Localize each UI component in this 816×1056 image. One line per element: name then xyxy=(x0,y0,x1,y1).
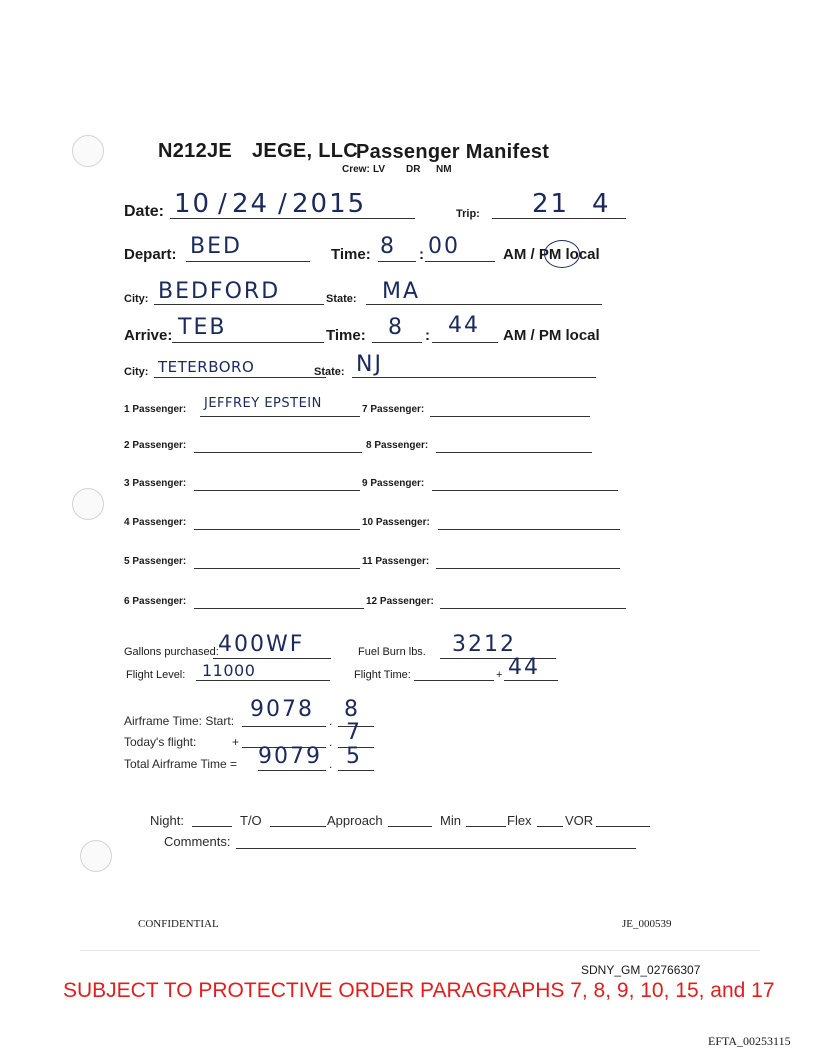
depart-state-label: State: xyxy=(326,293,357,305)
passenger-8-underline xyxy=(436,452,592,453)
airframe-start-decimal: 8 xyxy=(344,697,360,722)
takeoff-underline xyxy=(270,826,326,827)
passenger-6-label: 6 Passenger: xyxy=(124,596,187,607)
crew-label: Crew: xyxy=(342,164,370,175)
passenger-1-name: JEFFREY EPSTEIN xyxy=(204,396,322,411)
depart-label: Depart: xyxy=(124,246,177,263)
total-airframe-decimal: 5 xyxy=(346,744,362,769)
flight-level-value: 11000 xyxy=(202,661,256,680)
passenger-1-label: 1 Passenger: xyxy=(124,404,187,415)
arrive-ampm: AM / PM local xyxy=(503,327,600,344)
depart-time-label: Time: xyxy=(331,246,371,263)
binder-hole-bottom xyxy=(80,840,112,872)
depart-hour: 8 xyxy=(380,234,396,259)
passenger-10-label: 10 Passenger: xyxy=(362,517,430,528)
night-label: Night: xyxy=(150,813,184,828)
passenger-10-underline xyxy=(438,529,620,530)
fuel-burn-label: Fuel Burn lbs. xyxy=(358,646,426,658)
passenger-3-label: 3 Passenger: xyxy=(124,478,187,489)
depart-airport: BED xyxy=(190,234,242,259)
arrive-hour: 8 xyxy=(388,315,404,340)
passenger-12-label: 12 Passenger: xyxy=(366,596,434,607)
depart-state-underline xyxy=(366,304,602,305)
passenger-9-label: 9 Passenger: xyxy=(362,478,425,489)
arrive-time-colon: : xyxy=(425,327,430,344)
document-title: Passenger Manifest xyxy=(356,141,550,163)
date-sep-2: / xyxy=(278,189,289,219)
flight-time-plus: + xyxy=(496,669,503,681)
comments-underline xyxy=(236,848,636,849)
vor-label: VOR xyxy=(565,813,594,828)
crew-member-1: LV xyxy=(373,164,386,175)
passenger-7-label: 7 Passenger: xyxy=(362,404,425,415)
pm-circle xyxy=(544,240,580,268)
total-airframe-underline xyxy=(258,770,326,771)
gallons-underline xyxy=(213,658,331,659)
depart-city-underline xyxy=(154,304,324,305)
fuel-burn-value: 3212 xyxy=(452,632,516,657)
arrive-airport: TEB xyxy=(178,315,227,340)
total-airframe-dot: . xyxy=(329,757,333,771)
tail-number: N212JE xyxy=(158,140,233,162)
je-bates-number: JE_000539 xyxy=(622,918,672,930)
arrive-state-underline xyxy=(352,377,596,378)
airframe-start-whole: 9078 xyxy=(250,697,314,722)
flex-underline xyxy=(537,826,563,827)
total-airframe-dec-underline xyxy=(338,770,374,771)
airframe-start-underline xyxy=(242,726,326,727)
depart-city-label: City: xyxy=(124,293,149,305)
todays-flight-dot: . xyxy=(329,735,333,749)
passenger-11-label: 11 Passenger: xyxy=(362,556,430,567)
arrive-underline xyxy=(172,342,324,343)
vor-underline xyxy=(596,826,650,827)
arrive-city-label: City: xyxy=(124,366,149,378)
arrive-label: Arrive: xyxy=(124,327,173,344)
arrive-city-underline xyxy=(154,377,326,378)
date-month: 10 xyxy=(174,189,212,219)
depart-hour-underline xyxy=(378,261,416,262)
approach-underline xyxy=(388,826,432,827)
arrive-city: TETERBORO xyxy=(158,358,255,376)
depart-minute: 00 xyxy=(428,234,460,259)
total-airframe-label: Total Airframe Time = xyxy=(124,757,238,771)
trip-label: Trip: xyxy=(456,208,480,220)
depart-underline xyxy=(186,261,310,262)
depart-ampm: AM / PM local xyxy=(503,246,600,263)
flight-level-underline xyxy=(196,680,330,681)
passenger-5-underline xyxy=(194,568,360,569)
min-label: Min xyxy=(440,813,461,828)
passenger-12-underline xyxy=(440,608,626,609)
crew-member-2: DR xyxy=(406,164,421,175)
date-year: 2015 xyxy=(292,189,367,219)
comments-label: Comments: xyxy=(164,834,231,849)
takeoff-label: T/O xyxy=(240,813,262,828)
binder-hole-middle xyxy=(72,488,104,520)
passenger-5-label: 5 Passenger: xyxy=(124,556,187,567)
arrive-minute-underline xyxy=(432,342,498,343)
gallons-purchased-value: 400WF xyxy=(218,632,305,657)
sdny-bates-number: SDNY_GM_02766307 xyxy=(581,963,701,977)
todays-flight-plus: + xyxy=(232,735,240,749)
todays-flight-label: Today's flight: xyxy=(124,735,197,749)
depart-minute-underline xyxy=(425,261,495,262)
gallons-purchased-label: Gallons purchased: xyxy=(124,646,219,658)
passenger-1-underline xyxy=(200,416,360,417)
approach-label: Approach xyxy=(327,813,383,828)
passenger-6-underline xyxy=(194,608,364,609)
passenger-2-underline xyxy=(194,452,362,453)
depart-time-colon: : xyxy=(419,246,424,263)
flight-time-label: Flight Time: xyxy=(354,669,411,681)
confidential-label: CONFIDENTIAL xyxy=(138,918,219,930)
airframe-start-label: Airframe Time: Start: xyxy=(124,714,235,728)
airframe-start-dot: . xyxy=(329,714,333,728)
depart-city: BEDFORD xyxy=(158,279,281,304)
protective-order-stamp: SUBJECT TO PROTECTIVE ORDER PARAGRAPHS 7, 8, 9, 10, 15, and 17 xyxy=(63,979,775,1002)
flight-level-label: Flight Level: xyxy=(126,669,186,681)
company-name: JEGE, LLC xyxy=(252,140,359,162)
passenger-2-label: 2 Passenger: xyxy=(124,440,187,451)
arrive-minute: 44 xyxy=(448,313,480,338)
passenger-3-underline xyxy=(194,490,360,491)
passenger-9-underline xyxy=(432,490,618,491)
passenger-4-underline xyxy=(194,529,360,530)
flight-time-underline-1 xyxy=(414,680,494,681)
date-label: Date: xyxy=(124,203,165,220)
trip-number: 21 xyxy=(532,189,570,219)
min-underline xyxy=(466,826,506,827)
date-sep-1: / xyxy=(218,189,229,219)
passenger-8-label: 8 Passenger: xyxy=(366,440,429,451)
arrive-time-label: Time: xyxy=(326,327,366,344)
page-bottom-edge xyxy=(80,950,760,951)
trip-leg: 4 xyxy=(592,189,611,219)
arrive-state: NJ xyxy=(356,352,383,377)
total-airframe-whole: 9079 xyxy=(258,744,322,769)
passenger-11-underline xyxy=(436,568,620,569)
flex-label: Flex xyxy=(507,813,532,828)
crew-member-3: NM xyxy=(436,164,452,175)
passenger-7-underline xyxy=(430,416,590,417)
date-day: 24 xyxy=(232,189,270,219)
night-underline xyxy=(192,826,232,827)
arrive-hour-underline xyxy=(372,342,422,343)
depart-state: MA xyxy=(382,279,421,304)
passenger-4-label: 4 Passenger: xyxy=(124,517,187,528)
efta-number: EFTA_00253115 xyxy=(708,1034,791,1048)
todays-flight-decimal: 7 xyxy=(346,720,362,745)
flight-time-underline-2 xyxy=(504,680,558,681)
flight-time-value: 44 xyxy=(508,655,540,680)
arrive-state-label: State: xyxy=(314,366,345,378)
binder-hole-top xyxy=(72,135,104,167)
